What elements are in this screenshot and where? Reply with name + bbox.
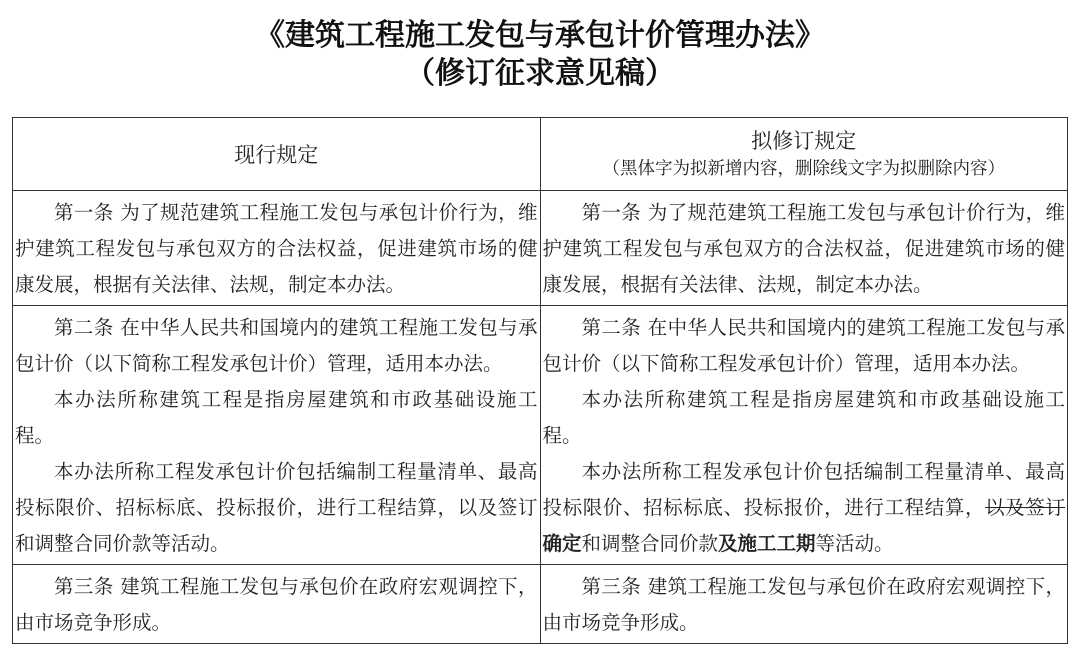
added-text: 及施工工期 — [718, 532, 816, 555]
header-current — [13, 118, 541, 191]
header-proposed-note: （黑体字为拟新增内容，删除线文字为拟删除内容） — [602, 159, 1005, 179]
cell-current-article-2 — [13, 306, 541, 565]
table-row — [13, 306, 1068, 565]
document-subtitle: （修订征求意见稿） — [405, 56, 675, 91]
header-current-label: 现行规定 — [234, 143, 319, 167]
paragraph: 本办法所称建筑工程是指房屋建筑和市政基础设施工程。 — [542, 388, 1065, 447]
cell-current-article-1 — [13, 191, 541, 306]
paragraph: 第三条 建筑工程施工发包与承包价在政府宏观调控下，由市场竞争形成。 — [15, 575, 538, 634]
header-proposed — [540, 118, 1068, 191]
text-segment: 和调整合同价款 — [581, 532, 719, 555]
header-proposed-label: 拟修订规定 — [751, 129, 857, 153]
paragraph: 第二条 在中华人民共和国境内的建筑工程施工发包与承包计价（以下简称工程发承包计价）管理，适用本办法。 — [542, 316, 1065, 375]
table-row — [13, 565, 1068, 644]
paragraph: 第二条 在中华人民共和国境内的建筑工程施工发包与承包计价（以下简称工程发承包计价）管理，适用本办法。 — [15, 316, 538, 375]
cell-proposed-article-1 — [540, 191, 1068, 306]
cell-proposed-article-3 — [540, 565, 1068, 644]
comparison-table — [12, 117, 1068, 644]
text-segment: 等活动。 — [815, 532, 894, 555]
deleted-text: 以及签订 — [985, 496, 1065, 519]
cell-proposed-article-2 — [540, 306, 1068, 565]
paragraph-revised — [543, 454, 1066, 562]
cell-current-article-3 — [13, 565, 541, 644]
added-text: 确定 — [542, 532, 582, 555]
paragraph: 第三条 建筑工程施工发包与承包价在政府宏观调控下，由市场竞争形成。 — [542, 575, 1065, 634]
paragraph: 本办法所称建筑工程是指房屋建筑和市政基础设施工程。 — [15, 388, 538, 447]
table-header-row — [13, 118, 1068, 191]
paragraph: 本办法所称工程发承包计价包括编制工程量清单、最高投标限价、招标标底、投标报价，进行工程结算，以及签订和调整合同价款等活动。 — [15, 460, 538, 555]
paragraph: 第一条 为了规范建筑工程施工发包与承包计价行为，维护建筑工程发包与承包双方的合法权益，促进建筑市场的健康发展，根据有关法律、法规，制定本办法。 — [542, 201, 1065, 296]
paragraph: 第一条 为了规范建筑工程施工发包与承包计价行为，维护建筑工程发包与承包双方的合法权益，促进建筑市场的健康发展，根据有关法律、法规，制定本办法。 — [15, 201, 538, 296]
text-segment: 本办法所称工程发承包计价包括编制工程量清单、最高投标限价、招标标底、投标报价，进行工程结算， — [542, 460, 1065, 519]
table-row — [13, 191, 1068, 306]
document-title: 《建筑工程施工发包与承包计价管理办法》 — [255, 18, 825, 53]
